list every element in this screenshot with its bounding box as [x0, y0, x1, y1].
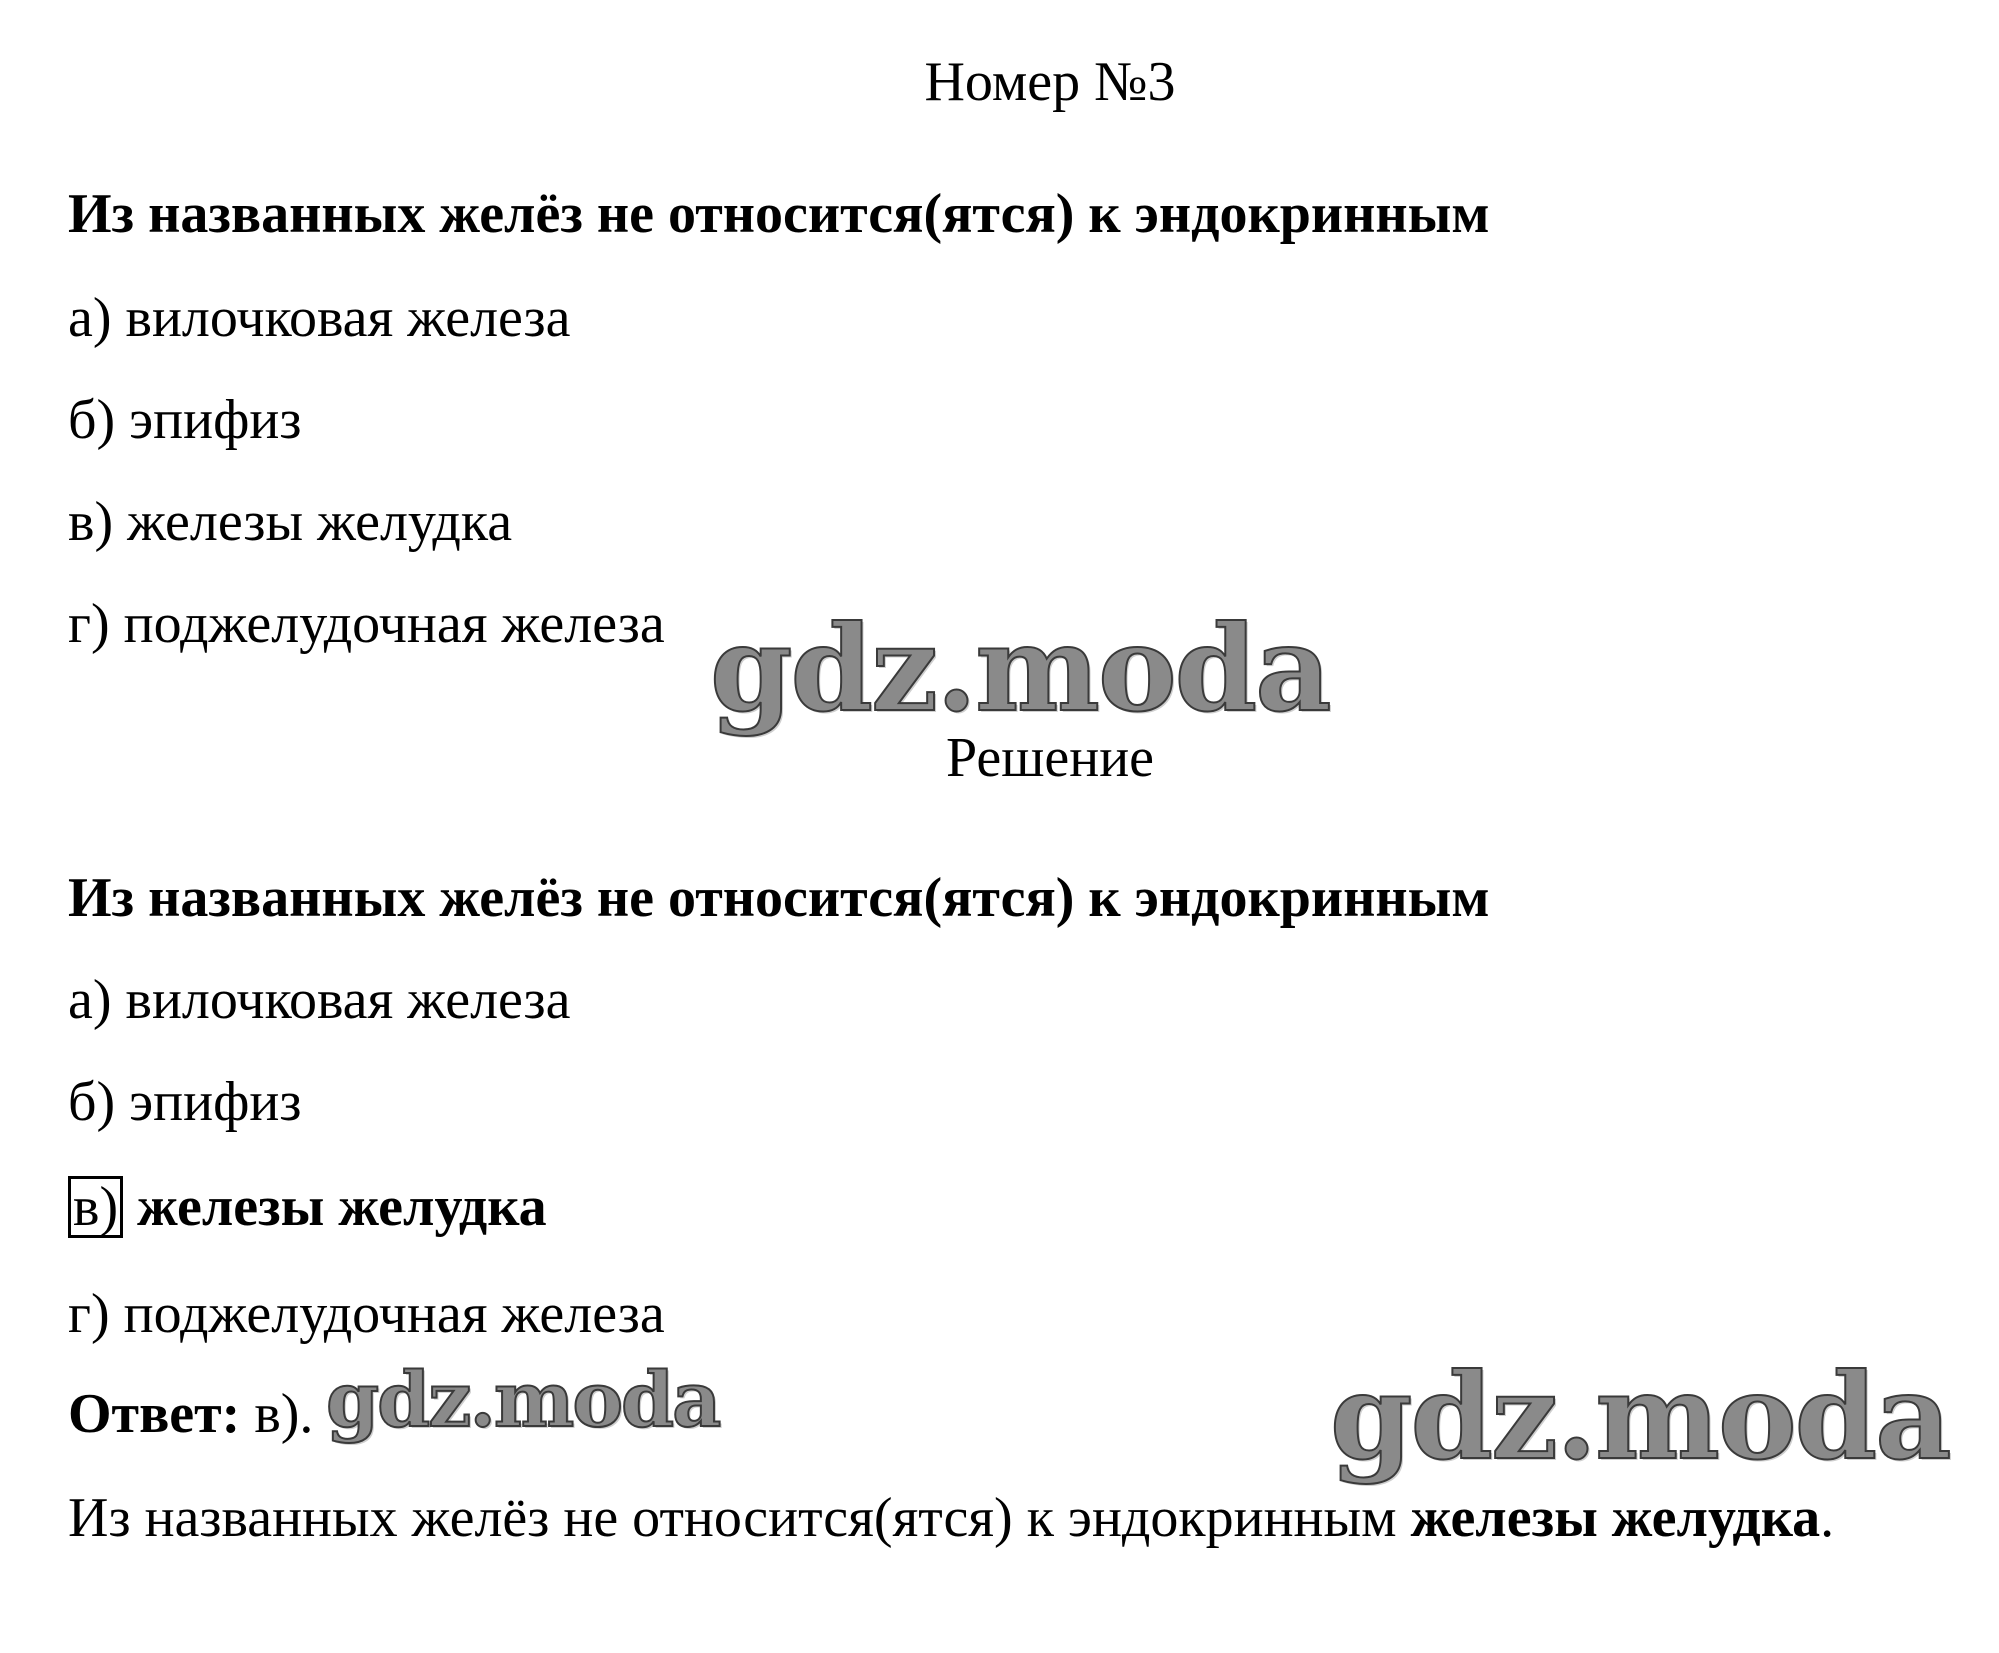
- watermark-logo: gdz.moda: [710, 599, 1330, 738]
- task-option-a: а) вилочковая железа: [68, 287, 571, 349]
- selected-answer-box: в): [68, 1176, 123, 1238]
- conclusion-line: [68, 1487, 1835, 1549]
- solution-option-d: г) поджелудочная железа: [68, 1283, 665, 1345]
- conclusion-end: .: [1820, 1487, 1835, 1549]
- watermark-logo: gdz.moda: [326, 1355, 720, 1444]
- solution-heading: Решение: [945, 727, 1155, 789]
- task-option-c: в) железы желудка: [68, 491, 513, 553]
- solution-option-b: б) эпифиз: [68, 1071, 302, 1133]
- answer-line: [68, 1383, 314, 1445]
- task-option-b: б) эпифиз: [68, 389, 302, 451]
- conclusion-text: Из названных желёз не относится(ятся) к эндокринным: [68, 1487, 1411, 1549]
- watermark-logo: gdz.moda: [1330, 1347, 1950, 1486]
- answer-value: в).: [254, 1383, 314, 1445]
- page-title: Номер №3: [924, 51, 1176, 113]
- conclusion-bold: железы желудка: [1410, 1487, 1821, 1549]
- solution-option-c: [68, 1176, 547, 1238]
- selected-answer-text: железы желудка: [137, 1176, 547, 1238]
- solution-question: Из названных желёз не относится(ятся) к эндокринным: [68, 867, 1490, 929]
- task-option-d: г) поджелудочная железа: [68, 593, 665, 655]
- task-question: Из названных желёз не относится(ятся) к эндокринным: [68, 183, 1490, 245]
- answer-label: Ответ:: [68, 1383, 241, 1445]
- solution-option-a: а) вилочковая железа: [68, 969, 571, 1031]
